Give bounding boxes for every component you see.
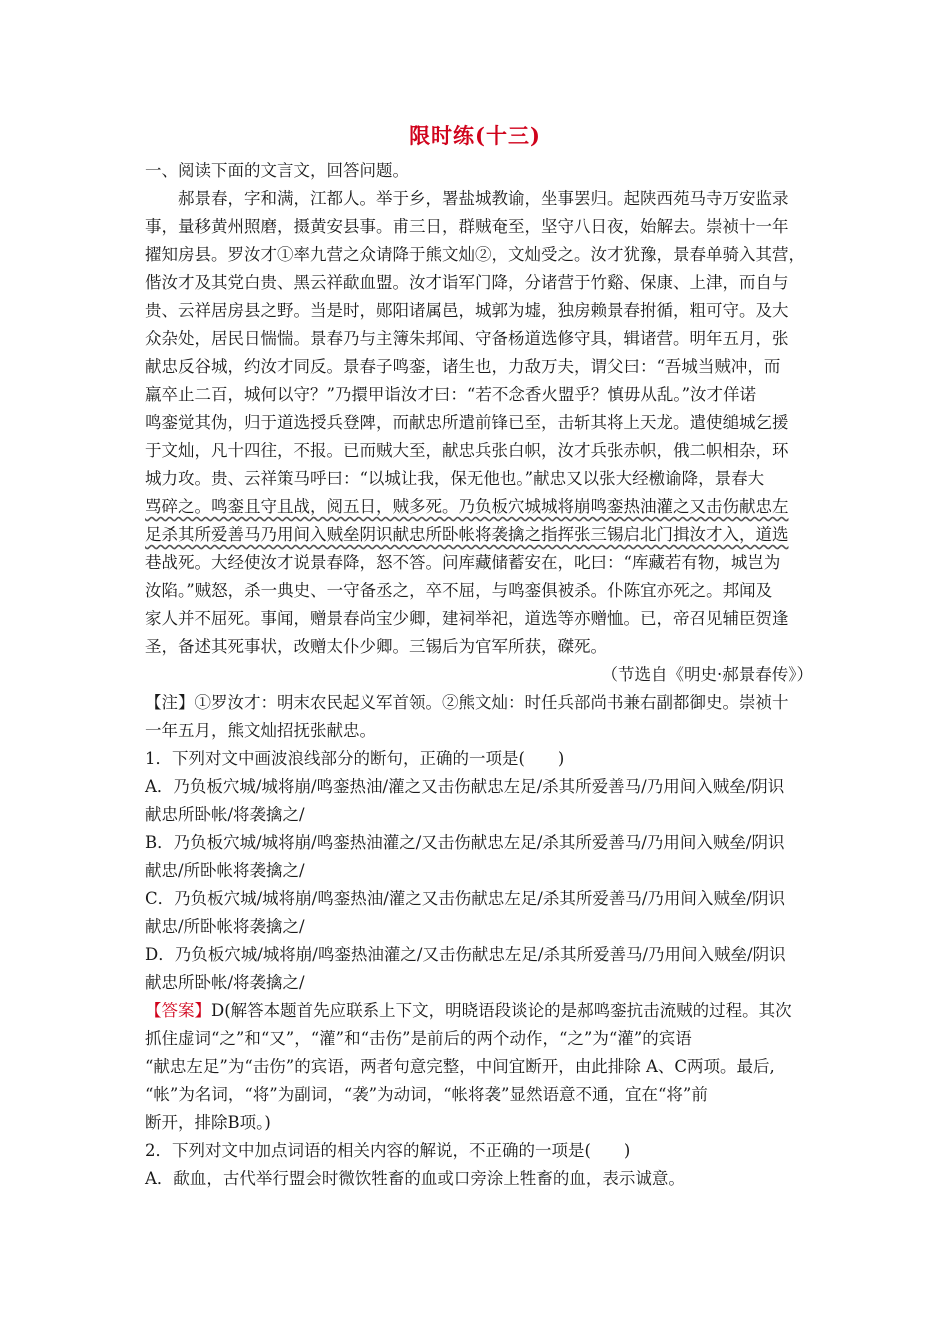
option-b-line: 献忠/所卧帐将袭擒之/ — [145, 861, 305, 880]
option-c-line: 献忠/所卧帐将袭擒之/ — [145, 917, 305, 936]
passage-line: 汝陷。”贼怒，杀一典史、一守备丞之，卒不屈，与鸣銮俱被杀。仆陈宜亦死之。邦闻及 — [145, 581, 773, 600]
answer-text: D(解答本题首先应联系上下文，明晓语段谈论的是郝鸣銮抗击流贼的过程。其次 — [211, 1001, 792, 1020]
question-2-option-a: A．歃血，古代举行盟会时微饮牲畜的血或口旁涂上牲畜的血，表示诚意。 — [145, 1169, 685, 1188]
answer-line — [145, 997, 813, 1025]
passage-line: 贵、云祥居房县之野。当是时，郧阳诸属邑，城郭为墟，独房赖景春拊循，粗可守。及大 — [145, 301, 789, 320]
answer-line: “献忠左足”为“击伤”的宾语，两者句意完整，中间宜断开，由此排除 A、C两项。最后, — [145, 1057, 775, 1076]
answer-line: 断开，排除B项。) — [145, 1113, 271, 1132]
passage-line: 羸卒止二百，城何以守？”乃擐甲诣汝才曰：“若不念香火盟乎？慎毋从乱。”汝才佯诺 — [145, 385, 757, 404]
answer-line: “帐”为名词，“将”为副词，“袭”为动词，“帐将袭”显然语意不通，宜在“将”前 — [145, 1085, 708, 1104]
passage-line: 偕汝才及其党白贵、黑云祥歃血盟。汝才诣军门降，分诸营于竹谿、保康、上津，而自与 — [145, 273, 789, 292]
note-line: 【注】①罗汝才：明末农民起义军首领。②熊文灿：时任兵部尚书兼右副都御史。崇祯十 — [145, 693, 789, 712]
option-b-line: B．乃负板穴城/城将崩/鸣銮热油灌之/又击伤献忠左足/杀其所爱善马/乃用间入贼垒/阴识 — [145, 833, 785, 852]
passage-line: 擢知房县。罗汝才①率九营之众请降于熊文灿②，文灿受之。汝才犹豫，景春单骑入其营， — [145, 245, 805, 264]
passage-line-wavy: 骂碎之。鸣銮且守且战，阅五日，贼多死。乃负板穴城城将崩鸣銮热油灌之又击伤献忠左 — [145, 497, 789, 516]
option-a-line: A．乃负板穴城/城将崩/鸣銮热油/灌之又击伤献忠左足/杀其所爱善马/乃用间入贼垒/阴识 — [145, 777, 785, 796]
passage-line: 献忠反谷城，约汝才同反。景春子鸣銮，诸生也，力敌万夫，谓父曰：“吾城当贼冲，而 — [145, 357, 781, 376]
passage-line: 众杂处，居民日惴惴。景春乃与主簿朱邦闻、守备杨道选修守具，辑诸营。明年五月，张 — [145, 329, 789, 348]
passage-line: 巷战死。大经使汝才说景春降，怒不答。问库藏储蓄安在，叱曰：“库藏若有物，城岂为 — [145, 553, 781, 572]
passage-line: 家人并不屈死。事闻，赠景春尚宝少卿，建祠举祀，道选等亦赠恤。已，帝召见辅臣贺逢 — [145, 609, 789, 628]
option-c-line: C．乃负板穴城/城将崩/鸣銮热油/灌之又击伤献忠左足/杀其所爱善马/乃用间入贼垒/阴识 — [145, 889, 785, 908]
option-a-line: 献忠所卧帐/将袭擒之/ — [145, 805, 305, 824]
answer-line: 抓住虚词“之”和“又”，“灌”和“击伤”是前后的两个动作，“之”为“灌”的宾语 — [145, 1029, 692, 1048]
passage-section — [145, 157, 813, 1193]
answer-label: 【答案】 — [145, 1001, 211, 1020]
passage-line: 城力攻。贵、云祥策马呼曰：“以城让我，保无他也。”献忠又以张大经檄谕降，景春大 — [145, 469, 765, 488]
source-citation: （节选自《明史·郝景春传》） — [601, 665, 813, 684]
option-d-line: 献忠所卧帐/将袭擒之/ — [145, 973, 305, 992]
passage-line: 于文灿，凡十四往，不报。已而贼大至，献忠兵张白帜，汝才兵张赤帜，俄二帜相杂，环 — [145, 441, 789, 460]
note-line: 一年五月，熊文灿招抚张献忠。 — [145, 721, 376, 740]
option-d-line: D．乃负板穴城/城将崩/鸣銮热油灌之/又击伤献忠左足/杀其所爱善马/乃用间入贼垒/阴识 — [145, 945, 786, 964]
page-title: 限时练(十三) — [409, 123, 541, 148]
section-heading: 一、阅读下面的文言文，回答问题。 — [145, 161, 409, 180]
passage-line: 事，量移黄州照磨，摄黄安县事。甫三日，群贼奄至，坚守八日夜，始解去。崇祯十一年 — [145, 217, 789, 236]
passage-line: 鸣銮觉其伪，归于道选授兵登陴，而献忠所遣前锋已至，击斩其将上天龙。遣使缒城乞援 — [145, 413, 789, 432]
question-2-stem: 2．下列对文中加点词语的相关内容的解说，不正确的一项是( ) — [145, 1141, 631, 1160]
passage-line-wavy: 足杀其所爱善马乃用间入贼垒阴识献忠所卧帐将袭擒之指挥张三锡启北门揖汝才入，道选 — [145, 525, 789, 544]
question-1-stem: 1．下列对文中画波浪线部分的断句，正确的一项是( ) — [145, 749, 565, 768]
passage-line: 郝景春，字和满，江都人。举于乡，署盐城教谕，坐事罢归。起陕西苑马寺万安监录 — [178, 189, 789, 208]
passage-line: 圣，备述其死事状，改赠太仆少卿。三锡后为官军所获，磔死。 — [145, 637, 607, 656]
